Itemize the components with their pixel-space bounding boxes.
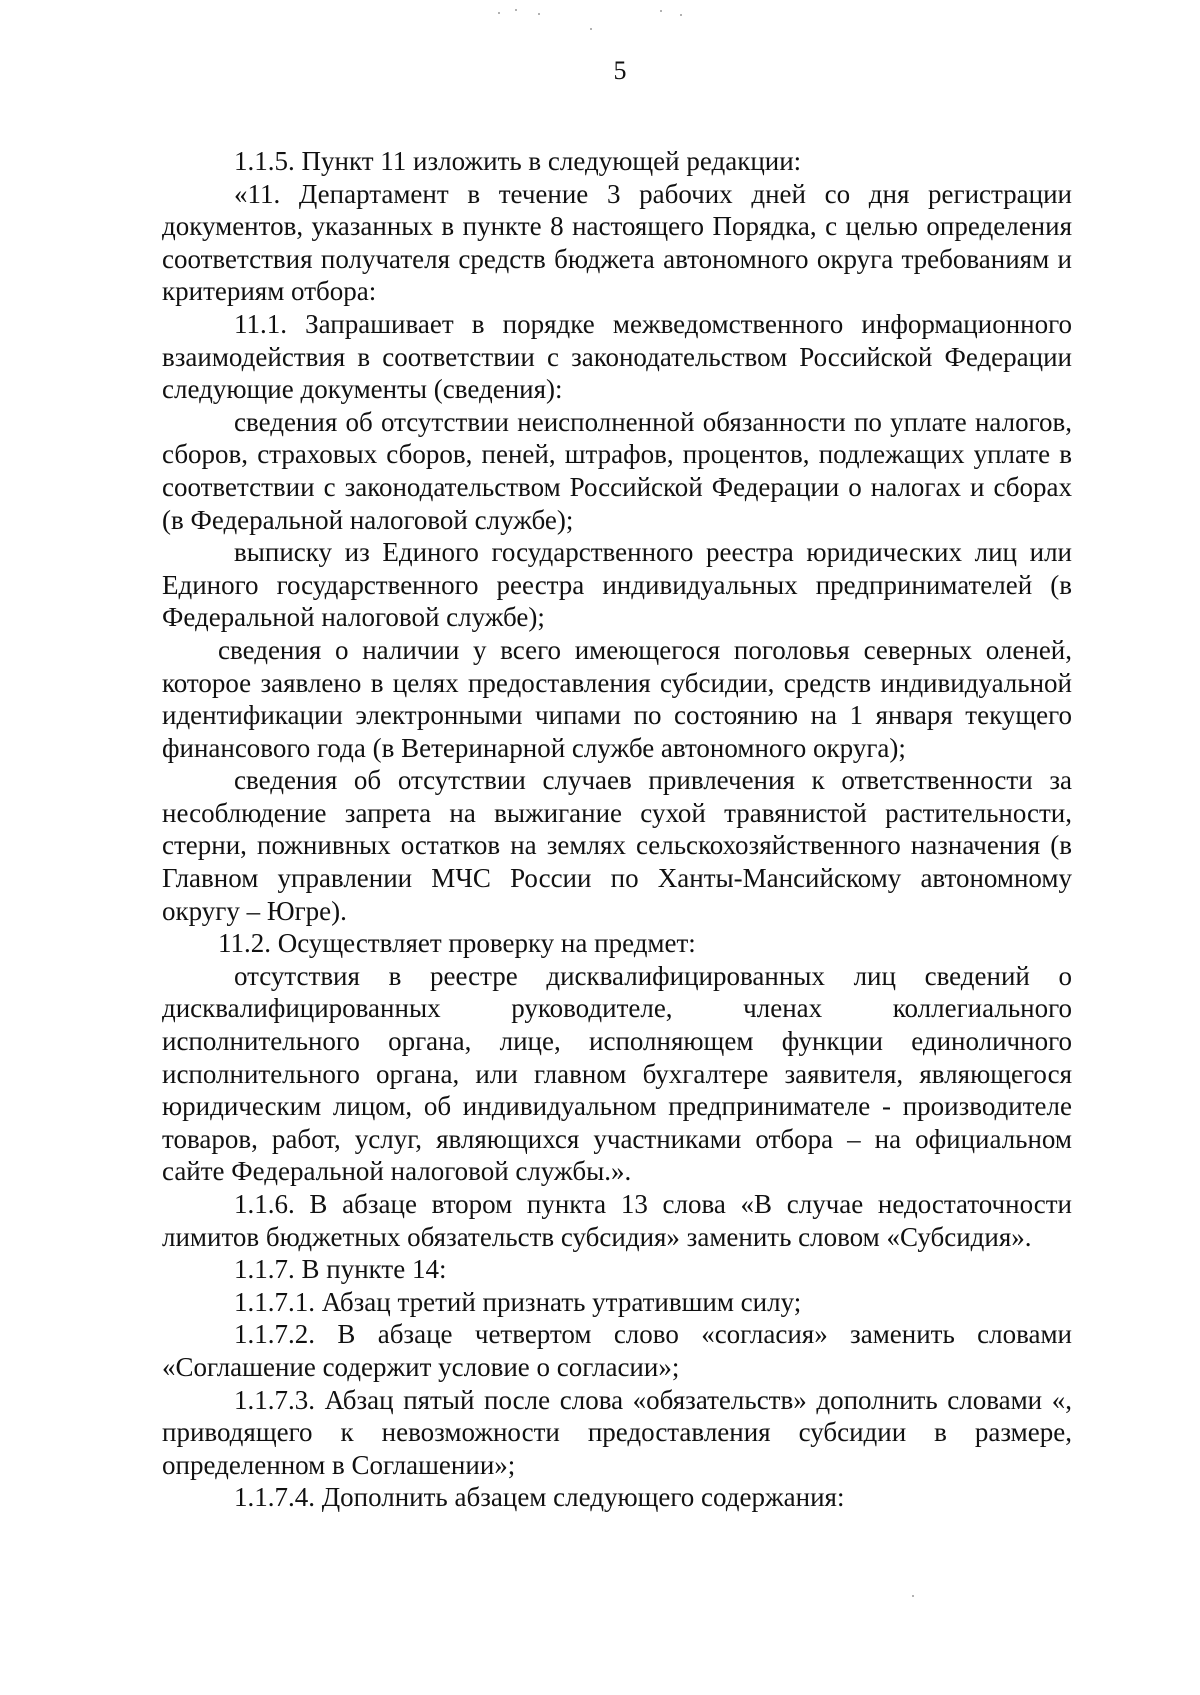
scan-speck [912, 1595, 914, 1597]
paragraph-1-1-7-2: 1.1.7.2. В абзаце четвертом слово «согласия» заменить словами «Соглашение содержит условие о согласии»; [162, 1319, 1072, 1382]
paragraph-item-11-2: 11.2. Осуществляет проверку на предмет: [218, 928, 696, 959]
paragraph-1-1-7: 1.1.7. В пункте 14: [234, 1254, 447, 1285]
paragraph-item-11-1: 11.1. Запрашивает в порядке межведомственного информационного взаимодействия в соответствии с законодательством Российской Федерации следующие документы (сведения): [162, 308, 1072, 405]
scan-speck [498, 12, 500, 14]
paragraph-item-11: «11. Департамент в течение 3 рабочих дней со дня регистрации документов, указанных в пункте 8 настоящего Порядка, с целью определения соответствия получателя средств бюджета автономного округа требованиям и критериям отбора: [162, 178, 1072, 307]
paragraph-tax-info: сведения об отсутствии неисполненной обязанности по уплате налогов, сборов, страховых сборов, пеней, штрафов, процентов, подлежащих уплате в соответствии с законодательством Российской Федерации о налогах и сборах (в Федеральной налоговой службе); [162, 406, 1072, 535]
paragraph-1-1-7-3: 1.1.7.3. Абзац пятый после слова «обязательств» дополнить словами «, приводящего к невозможности предоставления субсидии в размере, определенном в Соглашении»; [162, 1384, 1072, 1480]
paragraph-1-1-6: 1.1.6. В абзаце втором пункта 13 слова «В случае недостаточности лимитов бюджетных обязательств субсидия» заменить словом «Субсидия». [162, 1189, 1072, 1252]
paragraph-reindeer-chips: сведения о наличии у всего имеющегося поголовья северных оленей, которое заявлено в целях предоставления субсидии, средств индивидуальной идентификации электронными чипами по состоянию на 1 января текущего финансового года (в Ветеринарной службе автономного округа); [162, 634, 1072, 763]
document-body [162, 145, 1072, 1514]
paragraph-1-1-5: 1.1.5. Пункт 11 изложить в следующей редакции: [234, 146, 802, 176]
scan-speck [590, 28, 592, 30]
paragraph-1-1-7-4: 1.1.7.4. Дополнить абзацем следующего содержания: [234, 1482, 845, 1513]
paragraph-burning-ban: сведения об отсутствии случаев привлечения к ответственности за несоблюдение запрета на выжигание сухой травянистой растительности, стерни, пожнивных остатков на землях сельскохозяйственного назначения (в Главном управлении МЧС России по Ханты-Мансийскому автономному округу – Югре). [162, 765, 1072, 926]
page-number: 5 [613, 56, 627, 85]
paragraph-registry-extract: выписку из Единого государственного реестра юридических лиц или Единого государственного реестра индивидуальных предпринимателей (в Федеральной налоговой службе); [162, 537, 1072, 633]
paragraph-1-1-7-1: 1.1.7.1. Абзац третий признать утратившим силу; [234, 1286, 802, 1317]
scan-speck [660, 10, 662, 12]
scan-speck [538, 13, 540, 15]
scan-speck [680, 14, 682, 16]
scan-speck [515, 9, 517, 11]
paragraph-disqualified-persons: отсутствия в реестре дисквалифицированных лиц сведений о дисквалифицированных руководителе, членах коллегиального исполнительного органа, лице, исполняющем функции единоличного исполнительного органа, или главном бухгалтере заявителя, являющегося юридическим лицом, об индивидуальном предпринимателе - производителе товаров, работ, услуг, являющихся участниками отбора – на официальном сайте Федеральной налоговой службы.». [162, 960, 1072, 1187]
